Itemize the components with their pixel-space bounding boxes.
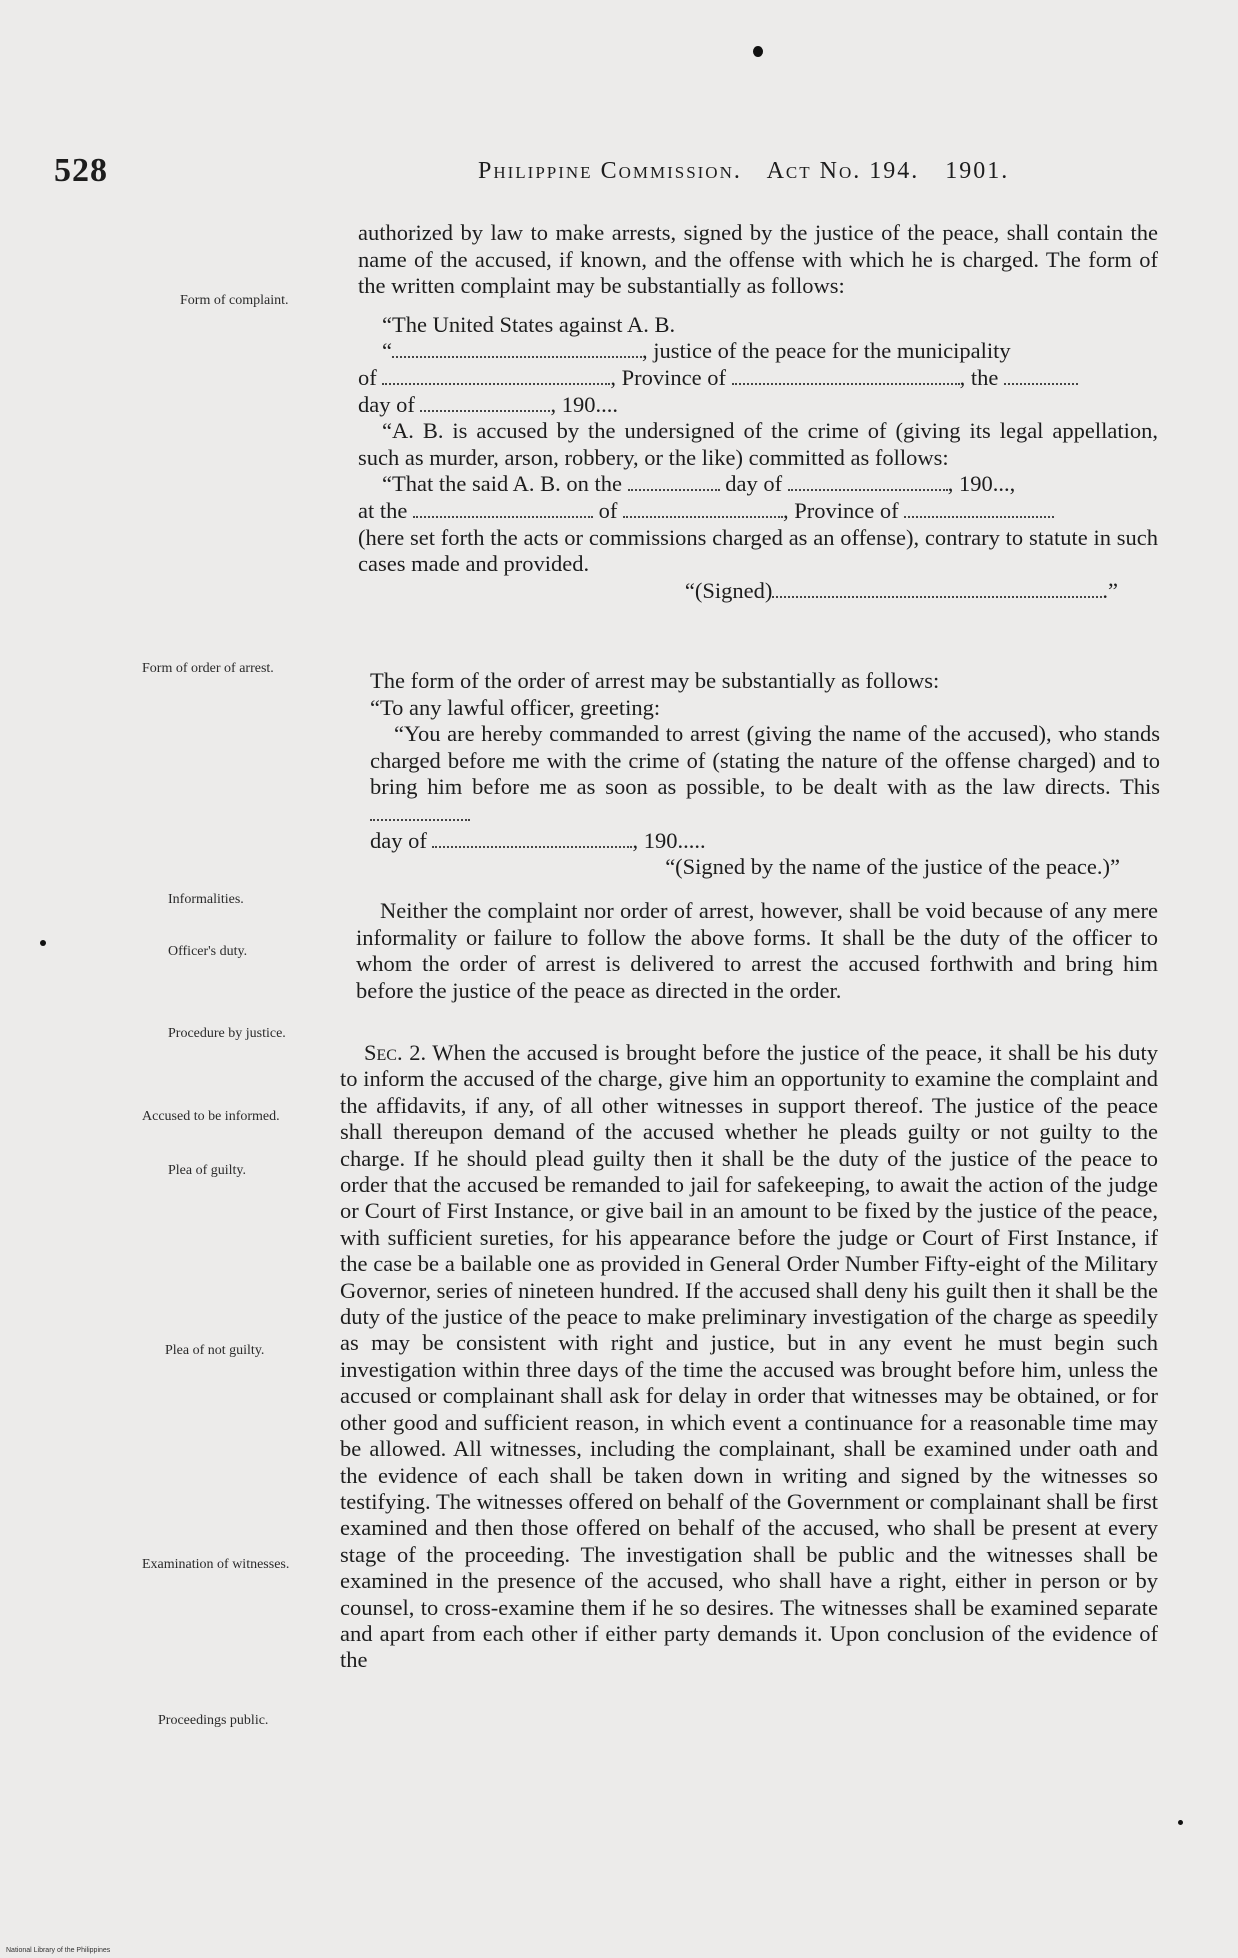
ink-speck [753, 46, 763, 57]
margin-note-informalities: Informalities. [168, 892, 244, 907]
complaint-section [358, 220, 1158, 604]
paragraph: authorized by law to make arrests, signed by the justice of the peace, shall contain the name of the accused, if known, and the offense with which he is charged. The form of the written complaint may be substantially as follows: [358, 220, 1158, 299]
complaint-line: day of , 190.... [358, 391, 618, 417]
blank-line [432, 832, 632, 848]
margin-note-officers-duty: Officer's duty. [168, 944, 248, 959]
margin-note-accused-to-be-informed: Accused to be informed. [142, 1109, 280, 1124]
running-head-title: Philippine Commission. [478, 158, 742, 184]
blank-line [732, 369, 960, 385]
footer-credit: National Library of the Philippines [6, 1947, 111, 1954]
margin-note-form-of-order-of-arrest: Form of order of arrest. [142, 661, 274, 676]
complaint-line: of , Province of , the [358, 365, 1158, 392]
ink-speck [1178, 1820, 1183, 1825]
paragraph: Sec. 2. When the accused is brought before the justice of the peace, it shall be his duty to inform the accused of the charge, give him an opportunity to examine the complaint and the affidavits, if any, of all other witnesses in support thereof. The justice of the peace shall thereupon demand of the accused whether he pleads guilty or not guilty to the charge. If he should plead guilty then it shall be the duty of the justice of the peace to order that the accused be remanded to jail for safekeeping, to await the action of the judge or Court of First Instance, or give bail in an amount to be fixed by the justice of the peace, with sufficient sureties, for his appearance before the judge or Court of First Instance, if the case be a bailable one as provided in General Order Number Fifty-eight of the Military Governor, series of nineteen hundred. If the accused shall deny his guilt then it shall be the duty of the justice of the peace to make preliminary investigation of the charge as speedily as may be consistent with right and justice, but in any event he must begin such investigation within three days of the time the accused was brought before him, unless the accused or complainant shall ask for delay in order that witnesses may be obtained, or for other good and sufficient reason, in which event a continuance for a reasonable time may be allowed. All witnesses, including the complainant, shall be examined under oath and the evidence of each shall be taken down in writing and signed by the witnesses so testifying. The witnesses offered on behalf of the Government or complainant shall be first examined and then those offered on behalf of the accused, who shall be present at every stage of the proceeding. The investigation shall be public and the witnesses shall be examined in the presence of the accused, who shall have a right, either in person or by counsel, to cross-examine them if he so desires. The witnesses shall be examined separate and apart from each other if either party demands it. Upon conclusion of the evidence of the [340, 1040, 1159, 1673]
running-head-year: 1901. [945, 158, 1010, 184]
complaint-acts: (here set forth the acts or commissions charged as an offense), contrary to statute in such cases made and provided. [358, 524, 1158, 577]
informalities-section [356, 898, 1158, 1004]
page-number: 528 [54, 152, 108, 189]
blank-line [628, 475, 720, 491]
blank-line [1004, 369, 1078, 385]
blank-line [420, 396, 550, 412]
margin-note-form-of-complaint: Form of complaint. [180, 293, 289, 308]
order-section [370, 668, 1160, 881]
section-2 [340, 1040, 1158, 1674]
order-intro: The form of the order of arrest may be substantially as follows: [370, 668, 940, 693]
section-label: Sec. 2. [364, 1040, 427, 1065]
order-signature: “(Signed by the name of the justice of the peace.)” [665, 854, 1120, 880]
margin-note-proceedings-public: Proceedings public. [158, 1713, 269, 1728]
margin-note-procedure-by-justice: Procedure by justice. [168, 1026, 286, 1041]
running-head-act: Act No. 194. [766, 158, 920, 184]
complaint-line: “ , justice of the peace for the municipality [382, 338, 1011, 364]
running-head [478, 158, 1027, 185]
order-greeting: “To any lawful officer, greeting: [370, 694, 661, 720]
blank-line [788, 475, 948, 491]
blank-line [623, 502, 783, 518]
margin-note-examination-of-witnesses: Examination of witnesses. [142, 1557, 290, 1572]
order-line: day of , 190..... [370, 827, 706, 853]
paragraph: Neither the complaint nor order of arrest, however, shall be void because of any mere informality or failure to follow the above forms. It shall be the duty of the officer to whom the order of arrest is delivered to arrest the accused forthwith and bring him before the justice of the peace as directed in the order. [356, 898, 1158, 1003]
margin-note-plea-of-not-guilty: Plea of not guilty. [165, 1343, 265, 1358]
complaint-line: at the of , Province of [358, 498, 1158, 525]
blank-line [382, 369, 610, 385]
margin-note-plea-of-guilty: Plea of guilty. [168, 1163, 247, 1178]
complaint-line: “That the said A. B. on the day of , 190..., [382, 471, 1016, 497]
blank-line [392, 342, 642, 358]
complaint-caption: “The United States against A. B. [382, 311, 676, 337]
blank-line [370, 805, 470, 821]
blank-line [413, 502, 593, 518]
signature-line [772, 582, 1102, 598]
complaint-signature: “(Signed) .” [684, 577, 1118, 603]
ink-speck [40, 940, 46, 946]
blank-line [904, 502, 1054, 518]
complaint-accused: “A. B. is accused by the undersigned of the crime of (giving its legal appellation, such as murder, arson, robbery, or the like) committed as follows: [358, 418, 1158, 470]
order-text: “You are hereby commanded to arrest (giving the name of the accused), who stands charged before me with the crime of (stating the nature of the offense charged) and to bring him before me as soon as possible, to be dealt with as the law directs. This [370, 721, 1160, 827]
